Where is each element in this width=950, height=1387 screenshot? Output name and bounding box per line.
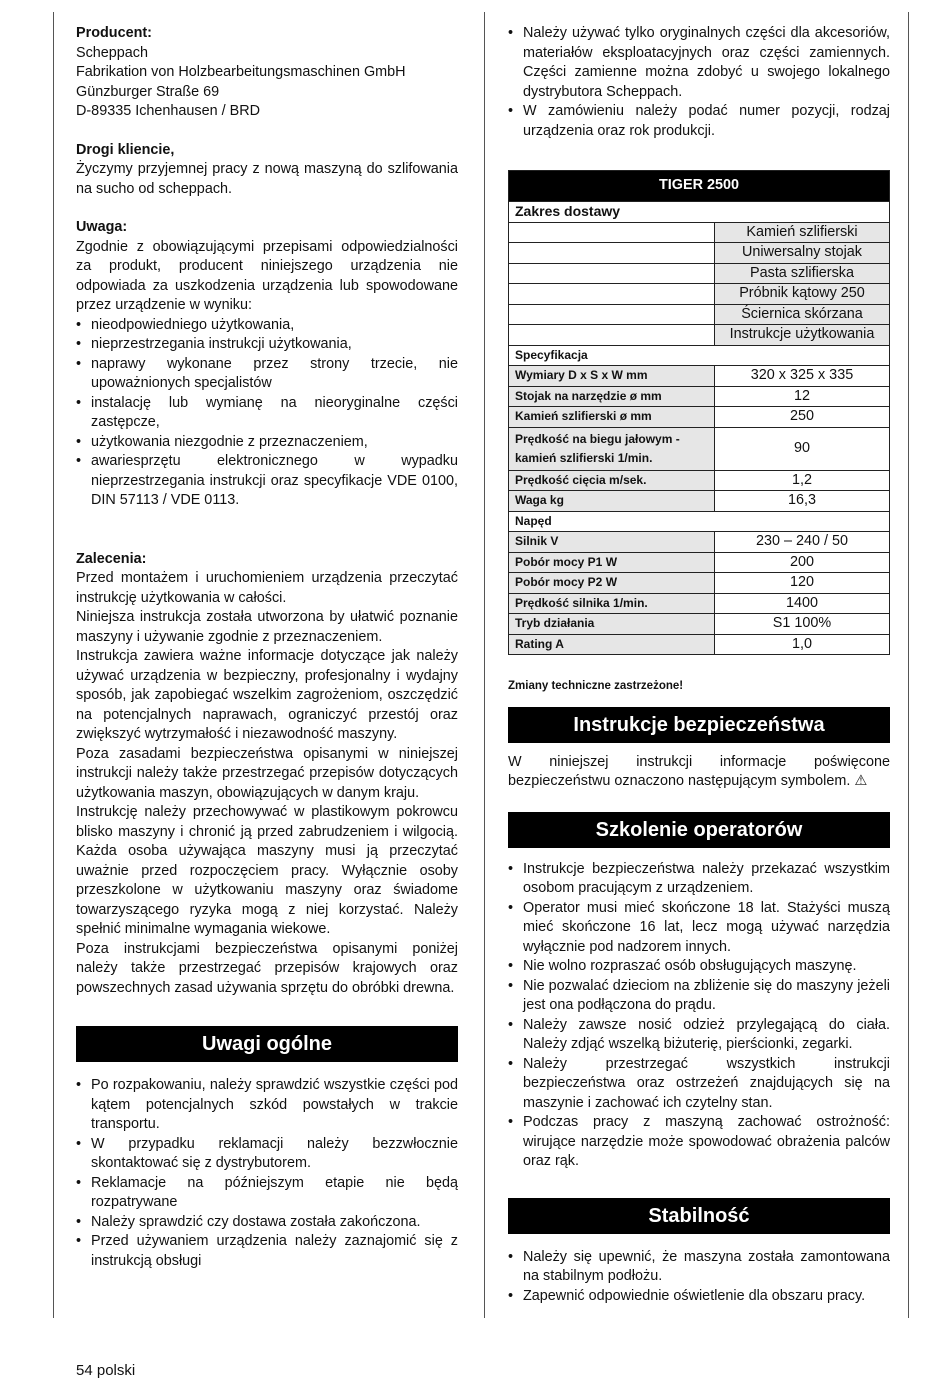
list-item: • Instrukcje bezpieczeństwa należy przekazać wszystkim osobom pracującym z urządzeniem.	[508, 860, 890, 899]
table-row	[509, 325, 890, 346]
table-row	[509, 284, 890, 305]
spec-value: 120	[715, 573, 890, 594]
center-column-rule	[484, 12, 485, 1318]
stability-list	[508, 1248, 890, 1307]
notice-intro: Zgodnie z obowiązującymi przepisami odpowiedzialności za produkt, producent niniejszego urządzenia nie odpowiada za uszkodzenia urządzenia lub spowodowane przez urządzenie w wyniku:	[76, 238, 458, 313]
spec-label: Tryb działania	[509, 614, 715, 635]
general-notes-banner: Uwagi ogólne	[76, 1026, 458, 1062]
list-item: • nieodpowiedniego użytkowania,	[76, 316, 458, 336]
spare-parts-list	[508, 24, 890, 141]
safety-text	[508, 753, 890, 792]
left-margin-rule	[53, 12, 54, 1318]
drive-heading: Napęd	[509, 511, 890, 532]
list-item: • nieprzestrzegania instrukcji użytkowania,	[76, 335, 458, 355]
list-item: • naprawy wykonane przez strony trzecie, nie upoważnionych specjalistów	[76, 355, 458, 394]
list-item: • Nie pozwalać dzieciom na zbliżenie się do maszyny jeżeli jest ona podłączona do prądu.	[508, 977, 890, 1016]
right-margin-rule	[908, 12, 909, 1318]
spec-label: Waga kg	[509, 491, 715, 512]
list-item: • Należy się upewnić, że maszyna została zamontowana na stabilnym podłożu.	[508, 1248, 890, 1287]
list-item: • W zamówieniu należy podać numer pozycji, rodzaj urządzenia oraz rok produkcji.	[508, 102, 890, 141]
notice-heading: Uwaga:	[76, 219, 128, 235]
delivery-item: Kamień szlifierski	[715, 222, 890, 243]
table-row	[509, 614, 890, 635]
training-list	[508, 860, 890, 1172]
list-item: • Nie wolno rozpraszać osób obsługujących maszynę.	[508, 957, 890, 977]
producer-line: Fabrikation von Holzbearbeitungsmaschinen GmbH	[76, 64, 406, 80]
specification-heading: Specyfikacja	[509, 345, 890, 366]
delivery-item: Próbnik kątowy 250	[715, 284, 890, 305]
greeting-heading: Drogi kliencie,	[76, 141, 175, 158]
producer-line: Scheppach	[76, 44, 149, 61]
table-row	[509, 470, 890, 491]
table-row	[509, 386, 890, 407]
spec-label: Wymiary D x S x W mm	[509, 366, 715, 387]
spec-value: 250	[715, 407, 890, 428]
recommendations-paragraph: Instrukcję należy przechowywać w plastikowym pokrowcu blisko maszyny i chronić ją przed zabrudzeniem i wilgocią. Każda osoba używająca maszyny musi ją przeczytać uważnie przed rozpoczęciem pracy. Wyłącznie osoby przeszkolone w użytkowaniu maszyny oraz świadome towarzyszącego ryzyka mogą z niej korzystać. Należy spełnić minimalne wymagania wiekowe.	[76, 804, 458, 937]
list-item: • Reklamacje na późniejszym etapie nie będą rozpatrywane	[76, 1174, 458, 1213]
spec-value: 200	[715, 552, 890, 573]
notice-section	[76, 218, 458, 511]
list-item: • Po rozpakowaniu, należy sprawdzić wszystkie części pod kątem potencjalnych szkód powstałych w trakcie transportu.	[76, 1076, 458, 1135]
greeting-section	[76, 141, 458, 200]
recommendations-paragraph: Poza zasadami bezpieczeństwa opisanymi w niniejszej instrukcji należy także przestrzegać przepisów dotyczących użytkowania maszyn, obowiązujących w danym kraju.	[76, 745, 458, 801]
list-item: • Operator musi mieć skończone 18 lat. Stażyści muszą mieć skończone 16 lat, lecz mogą używać narzędzia wyłącznie pod nadzorem innych.	[508, 899, 890, 958]
spec-value: 16,3	[715, 491, 890, 512]
spec-table-title: TIGER 2500	[509, 171, 890, 202]
producer-heading: Producent:	[76, 25, 152, 41]
table-row	[509, 552, 890, 573]
list-item: • użytkowania niezgodnie z przeznaczeniem,	[76, 433, 458, 453]
recommendations-section	[76, 550, 458, 999]
list-item: • Zapewnić odpowiednie oświetlenie dla obszaru pracy.	[508, 1287, 890, 1307]
table-row	[509, 427, 890, 470]
recommendations-paragraph: Instrukcja zawiera ważne informacje dotyczące jak należy używać urządzenia w bezpieczny, profesjonalny i wydajny sposób, jak zapobiegać wszelkim zagrożeniom, oszczędzić na potencjalnych naprawach, ograniczyć przestój oraz zwiększyć wytrzymałość i niezawodność maszyny.	[76, 648, 458, 742]
page-number: 54 polski	[76, 1362, 136, 1379]
spec-label: Rating A	[509, 634, 715, 655]
spec-value: 230 – 240 / 50	[715, 532, 890, 553]
spec-value: 1,0	[715, 634, 890, 655]
recommendations-paragraph: Niniejsza instrukcja została utworzona by ułatwić poznanie maszyny i używanie zgodnie z przeznaczeniem.	[76, 609, 458, 645]
list-item: • instalację lub wymianę na nieoryginalne części zastępcze,	[76, 394, 458, 433]
list-item: • Podczas pracy z maszyną zachować ostrożność: wirujące narzędzie może spowodować obrażenia palców oraz rąk.	[508, 1113, 890, 1172]
list-item: • Należy przestrzegać wszystkich instrukcji bezpieczeństwa oraz ostrzeżeń znajdujących się na maszynie i zachować ich czytelny stan.	[508, 1055, 890, 1114]
warning-triangle-icon: ⚠	[854, 773, 868, 789]
list-item: • Należy sprawdzić czy dostawa została zakończona.	[76, 1213, 458, 1233]
table-row	[509, 593, 890, 614]
table-row	[509, 573, 890, 594]
spec-label: Pobór mocy P2 W	[509, 573, 715, 594]
spec-label: Prędkość na biegu jałowym - kamień szlifierski 1/min.	[509, 427, 715, 470]
general-notes-list	[76, 1076, 458, 1271]
spec-value: 90	[715, 427, 890, 470]
table-row	[509, 366, 890, 387]
delivery-item: Ściernica skórzana	[715, 304, 890, 325]
spec-value: 12	[715, 386, 890, 407]
spec-value: 1400	[715, 593, 890, 614]
recommendations-paragraph: Poza instrukcjami bezpieczeństwa opisanymi poniżej należy także przestrzegać przepisów krajowych oraz powszechnych zasad używania sprzętu do obróbki drewna.	[76, 940, 458, 996]
delivery-item: Uniwersalny stojak	[715, 243, 890, 264]
spec-label: Silnik V	[509, 532, 715, 553]
producer-section	[76, 24, 458, 122]
table-row	[509, 243, 890, 264]
spec-value: 320 x 325 x 335	[715, 366, 890, 387]
left-column	[76, 24, 458, 1271]
table-row	[509, 634, 890, 655]
technical-changes-note: Zmiany techniczne zastrzeżone!	[508, 680, 684, 692]
stability-banner: Stabilność	[508, 1198, 890, 1234]
recommendations-heading: Zalecenia:	[76, 550, 147, 567]
table-row	[509, 407, 890, 428]
list-item: • awariesprzętu elektronicznego w wypadku nieprzestrzegania instrukcji oraz specyfikacje VDE 0100, DIN 57113 / VDE 0113.	[76, 452, 458, 511]
right-column	[508, 24, 890, 1306]
safety-banner: Instrukcje bezpieczeństwa	[508, 707, 890, 743]
delivery-item: Instrukcje użytkowania	[715, 325, 890, 346]
table-row	[509, 491, 890, 512]
delivery-item: Pasta szlifierska	[715, 263, 890, 284]
list-item: • Należy zawsze nosić odzież przylegającą do ciała. Należy zdjąć wszelką biżuterię, pierścionki, zegarki.	[508, 1016, 890, 1055]
safety-text-body: W niniejszej instrukcji informacje poświęcone bezpieczeństwu oznaczono następującym symbolem.	[508, 753, 890, 789]
recommendations-paragraph: Przed montażem i uruchomieniem urządzenia przeczytać instrukcję użytkowania w całości.	[76, 570, 458, 606]
greeting-text: Życzymy przyjemnej pracy z nową maszyną do szlifowania na sucho od scheppach.	[76, 161, 458, 197]
spec-label: Pobór mocy P1 W	[509, 552, 715, 573]
training-banner: Szkolenie operatorów	[508, 812, 890, 848]
spec-label: Prędkość silnika 1/min.	[509, 593, 715, 614]
list-item: • Należy używać tylko oryginalnych części dla akcesoriów, materiałów eksploatacyjnych oraz części zamiennych. Części zamienne można zdobyć u swojego lokalnego dystrybutora Scheppach.	[508, 24, 890, 102]
notice-list	[76, 316, 458, 511]
table-row	[509, 222, 890, 243]
table-row	[509, 304, 890, 325]
spec-label: Prędkość cięcia m/sek.	[509, 470, 715, 491]
spec-label: Stojak na narzędzie ø mm	[509, 386, 715, 407]
spec-table	[508, 170, 890, 655]
table-row	[509, 263, 890, 284]
table-row	[509, 532, 890, 553]
list-item: • W przypadku reklamacji należy bezzwłocznie skontaktować się z dystrybutorem.	[76, 1135, 458, 1174]
spec-value: S1 100%	[715, 614, 890, 635]
producer-line: D-89335 Ichenhausen / BRD	[76, 103, 260, 119]
producer-line: Günzburger Straße 69	[76, 83, 220, 100]
spec-value: 1,2	[715, 470, 890, 491]
list-item: • Przed używaniem urządzenia należy zaznajomić się z instrukcją obsługi	[76, 1232, 458, 1271]
spec-label: Kamień szlifierski ø mm	[509, 407, 715, 428]
delivery-heading: Zakres dostawy	[509, 202, 890, 223]
